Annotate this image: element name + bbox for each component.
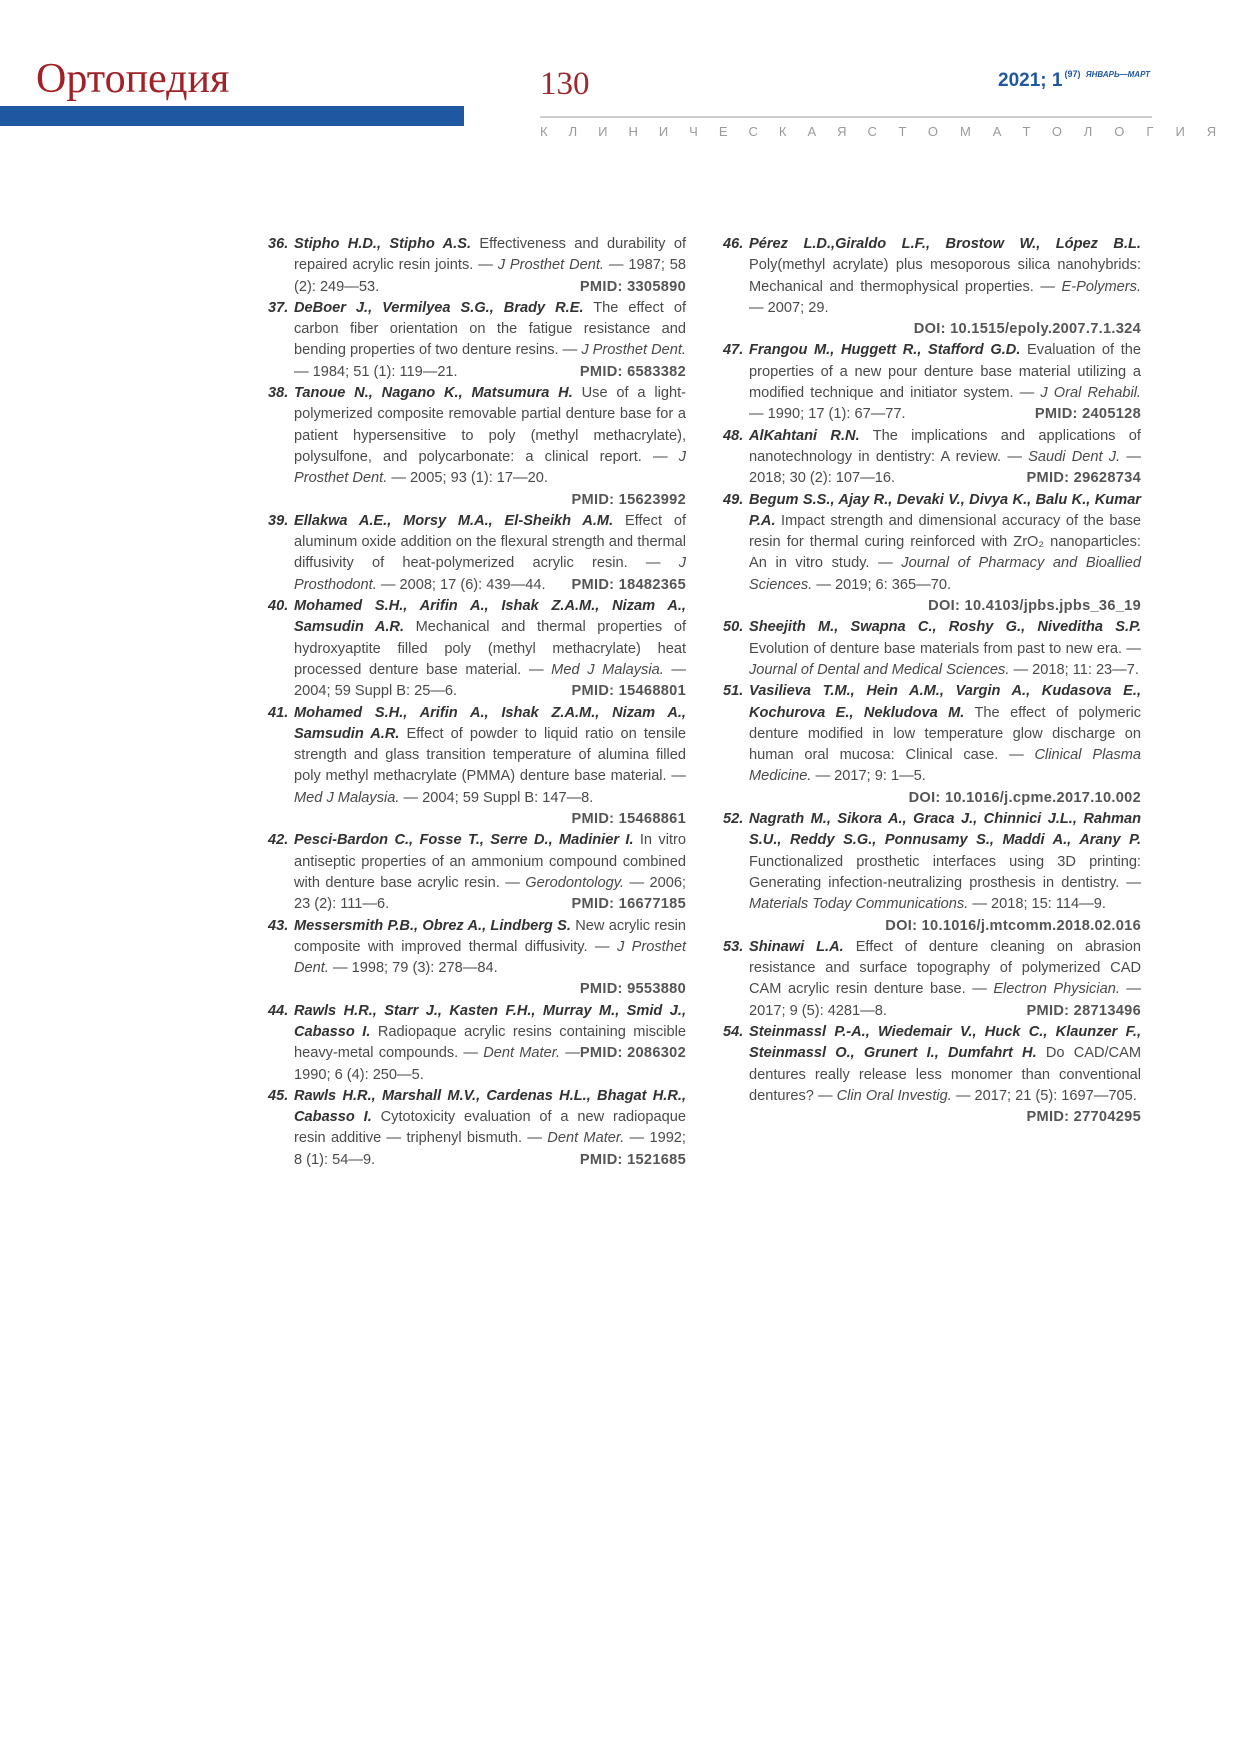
reference-identifier: PMID: 2086302 xyxy=(579,1045,686,1062)
reference-item xyxy=(723,426,1141,490)
reference-number: 42. xyxy=(268,832,289,849)
reference-details: — 2018; 30 (2): 107—16. xyxy=(749,448,1141,487)
reference-item xyxy=(268,234,686,298)
reference-item xyxy=(723,340,1141,425)
reference-number: 45. xyxy=(268,1087,289,1104)
reference-title: Effect of powder to liquid ratio on tensile strength and glass transition temperature of alumina filled poly methyl methacrylate (PMMA) denture base material. — xyxy=(294,725,686,785)
reference-journal: Med J Malaysia. xyxy=(294,789,400,806)
reference-details: — 2019; 6: 365—70. xyxy=(812,576,952,593)
reference-authors: Mohamed S.H., Arifin A., Ishak Z.A.M., Nizam A., Samsudin A.R. xyxy=(294,598,686,636)
reference-title: Effectiveness and durability of repaired acrylic resin joints. — xyxy=(294,236,686,274)
reference-details: — 2004; 59 Suppl B: 25—6. xyxy=(294,661,686,700)
reference-title: Cytotoxicity evaluation of a new radiopaque resin additive — triphenyl bismuth. — xyxy=(294,1109,687,1147)
reference-number: 52. xyxy=(723,811,744,828)
reference-item xyxy=(268,703,686,831)
reference-item xyxy=(723,809,1141,937)
reference-title: The effect of carbon fiber orientation on the fatigue resistance and bending properties of two denture resins. — xyxy=(294,299,686,359)
header-rule xyxy=(540,116,1152,118)
reference-identifier: PMID: 15468861 xyxy=(571,811,686,828)
reference-authors: Shinawi L.A. xyxy=(749,938,844,955)
reference-title: Evolution of denture base materials from past to new era. — xyxy=(749,640,1141,657)
reference-identifier: PMID: 15468801 xyxy=(571,683,686,700)
reference-journal: J Prosthet Dent. xyxy=(294,448,686,487)
reference-item xyxy=(268,298,686,383)
reference-identifier: PMID: 28713496 xyxy=(1026,1002,1141,1019)
reference-details: — 2017; 21 (5): 1697—705. xyxy=(951,1087,1137,1104)
reference-number: 37. xyxy=(268,299,289,316)
reference-number: 54. xyxy=(723,1023,744,1040)
journal-name xyxy=(540,124,1239,139)
reference-title: Radiopaque acrylic resins containing miscible heavy-metal compounds. — xyxy=(294,1023,687,1062)
reference-number: 51. xyxy=(723,683,744,700)
reference-identifier: PMID: 29628734 xyxy=(1026,470,1141,487)
reference-journal: J Prosthet Dent. xyxy=(581,342,686,359)
reference-journal: Dent Mater. xyxy=(547,1130,625,1147)
reference-details: — 1987; 58 (2): 249—53. xyxy=(294,257,687,295)
reference-title: New acrylic resin composite with improved thermal diffusivity. — xyxy=(294,917,686,955)
reference-details: — 1992; 8 (1): 54—9. xyxy=(294,1130,686,1168)
reference-details: — 2017; 9 (5): 4281—8. xyxy=(749,981,1142,1019)
issue-months: ЯНВАРЬ—МАРТ xyxy=(1085,70,1150,79)
journal-word-1: КЛИНИЧЕСКАЯ xyxy=(540,124,868,139)
reference-title: The implications and applications of nanotechnology in dentistry: A review. — xyxy=(749,427,1141,465)
reference-details: — 2005; 93 (1): 17—20. xyxy=(387,470,548,487)
page-number: 130 xyxy=(540,66,590,102)
issue-total: (97) xyxy=(1064,69,1081,79)
reference-journal: Clinical Plasma Medicine. xyxy=(749,747,1141,785)
issue-year: 2021; 1 xyxy=(998,70,1063,91)
reference-number: 48. xyxy=(723,427,744,444)
reference-identifier: PMID: 2405128 xyxy=(1034,406,1141,423)
reference-number: 43. xyxy=(268,917,289,934)
reference-journal: Gerodontology. xyxy=(525,874,625,891)
reference-identifier: PMID: 15623992 xyxy=(571,491,686,508)
reference-details: — 2018; 15: 114—9. xyxy=(968,896,1106,913)
reference-details: — 1990; 6 (4): 250—5. xyxy=(294,1045,580,1083)
reference-item xyxy=(723,937,1141,1022)
reference-journal: Clin Oral Investig. xyxy=(836,1087,952,1104)
reference-journal: Electron Physician. xyxy=(993,981,1120,998)
issue-info xyxy=(998,70,1150,90)
reference-authors: Steinmassl P.-A., Wiedemair V., Huck C., Klaunzer F., Steinmassl O., Grunert I., Dumfahrt H. xyxy=(749,1023,1141,1062)
reference-authors: Rawls H.R., Starr J., Kasten F.H., Murray M., Smid J., Cabasso I. xyxy=(294,1002,686,1040)
reference-authors: Mohamed S.H., Arifin A., Ishak Z.A.M., Nizam A., Samsudin A.R. xyxy=(294,704,686,742)
reference-journal: J Prosthet Dent. xyxy=(497,257,604,274)
reference-title: The effect of polymeric denture modified in low temperature glow discharge on human oral mucosa: Clinical case. — xyxy=(749,704,1141,764)
reference-item xyxy=(723,617,1141,681)
reference-title: Functionalized prosthetic interfaces using 3D printing: Generating infection-neutralizing prosthesis in dentistry. — xyxy=(749,853,1141,891)
reference-item xyxy=(723,681,1141,809)
reference-identifier: PMID: 9553880 xyxy=(579,981,686,998)
section-color-bar xyxy=(0,106,464,126)
reference-journal: E-Polymers. xyxy=(1061,278,1141,295)
reference-details: — 2006; 23 (2): 111—6. xyxy=(294,874,686,913)
references-left-column xyxy=(268,234,686,1171)
reference-item xyxy=(268,383,686,511)
reference-item xyxy=(723,234,1141,340)
reference-identifier: DOI: 10.1016/j.cpme.2017.10.002 xyxy=(908,789,1141,806)
reference-details: — 2008; 17 (6): 439—44. xyxy=(376,576,546,593)
reference-identifier: PMID: 1521685 xyxy=(579,1151,686,1168)
reference-journal: J Oral Rehabil. xyxy=(1040,385,1141,402)
reference-journal: J Prosthodont. xyxy=(294,555,686,593)
reference-identifier: PMID: 16677185 xyxy=(571,896,686,913)
reference-item xyxy=(723,490,1141,618)
reference-journal: Journal of Dental and Medical Sciences. xyxy=(749,661,1010,678)
reference-number: 44. xyxy=(268,1002,289,1019)
reference-authors: Ellakwa A.E., Morsy M.A., El-Sheikh A.M. xyxy=(294,512,614,529)
reference-authors: Begum S.S., Ajay R., Devaki V., Divya K., Balu K., Kumar P.A. xyxy=(749,491,1141,529)
reference-identifier: DOI: 10.1016/j.mtcomm.2018.02.016 xyxy=(885,917,1141,934)
reference-title: In vitro antiseptic properties of an ammonium compound combined with denture base acrylic resin. — xyxy=(294,832,686,891)
reference-journal: Med J Malaysia. xyxy=(551,661,664,678)
reference-identifier: DOI: 10.4103/jpbs.jpbs_36_19 xyxy=(928,598,1141,615)
reference-number: 49. xyxy=(723,491,744,508)
reference-authors: Pesci-Bardon C., Fosse T., Serre D., Madinier I. xyxy=(294,832,634,849)
reference-number: 47. xyxy=(723,342,744,359)
reference-number: 38. xyxy=(268,385,289,402)
reference-authors: Pérez L.D.,Giraldo L.F., Brostow W., López B.L. xyxy=(749,236,1141,252)
reference-authors: Tanoue N., Nagano K., Matsumura H. xyxy=(294,385,573,402)
reference-details: — 2018; 11: 23—7. xyxy=(1009,661,1139,678)
reference-details: — 1990; 17 (1): 67—77. xyxy=(749,406,906,423)
reference-number: 40. xyxy=(268,598,289,615)
reference-number: 53. xyxy=(723,938,744,955)
reference-identifier: PMID: 27704295 xyxy=(1026,1109,1141,1126)
reference-number: 39. xyxy=(268,512,289,529)
reference-details: — 1998; 79 (3): 278—84. xyxy=(328,960,498,977)
reference-title: Do CAD/CAM dentures really release less monomer than conventional dentures? — xyxy=(749,1045,1141,1104)
reference-authors: Messersmith P.B., Obrez A., Lindberg S. xyxy=(294,917,571,934)
reference-title: Mechanical and thermal properties of hydroxyaptite filled poly (methyl methacrylate) heat processed denture base material. — xyxy=(294,619,686,678)
reference-number: 46. xyxy=(723,236,744,252)
reference-authors: Vasilieva T.M., Hein A.M., Vargin A., Kudasova E., Kochurova E., Nekludova M. xyxy=(749,683,1141,721)
reference-title: Effect of aluminum oxide addition on the flexural strength and thermal diffusivity of heat-polymerized acrylic resin. — xyxy=(294,512,686,572)
reference-number: 41. xyxy=(268,704,289,721)
reference-title: Use of a light-polymerized composite removable partial denture base for a patient hypersensitive to poly (methyl methacrylate), polysulfone, and polycarbonate: a clinical report. — xyxy=(294,385,686,465)
reference-item xyxy=(723,1022,1141,1128)
reference-authors: Frangou M., Huggett R., Stafford G.D. xyxy=(749,342,1021,359)
reference-authors: Sheejith M., Swapna C., Roshy G., Niveditha S.P. xyxy=(749,619,1141,636)
reference-number: 36. xyxy=(268,236,289,252)
reference-journal: Journal of Pharmacy and Bioallied Sciences. xyxy=(749,555,1141,593)
reference-authors: Rawls H.R., Marshall M.V., Cardenas H.L., Bhagat H.R., Cabasso I. xyxy=(294,1087,686,1126)
reference-title: Effect of denture cleaning on abrasion resistance and surface topography of polymerized CAD CAM acrylic resin denture base. — xyxy=(749,938,1141,998)
reference-authors: AlKahtani R.N. xyxy=(749,427,860,444)
reference-details: — 2017; 9: 1—5. xyxy=(811,768,926,785)
reference-authors: Nagrath M., Sikora A., Graca J., Chinnici J.L., Rahman S.U., Reddy S.G., Ponnusamy S., Maddi A., Arany P. xyxy=(749,811,1141,849)
reference-identifier: PMID: 6583382 xyxy=(579,363,686,380)
reference-details: — 2004; 59 Suppl B: 147—8. xyxy=(399,789,594,806)
reference-item xyxy=(268,916,686,1001)
journal-word-2: СТОМАТОЛОГИЯ xyxy=(867,124,1239,139)
reference-item xyxy=(268,511,686,596)
reference-details: — 2007; 29. xyxy=(749,299,829,316)
reference-item xyxy=(268,830,686,915)
reference-title: Impact strength and dimensional accuracy of the base resin for thermal curing reinforced with ZrO₂ nanoparticles: An in vitro study. — xyxy=(749,512,1141,572)
reference-item xyxy=(268,1086,686,1171)
reference-identifier: PMID: 18482365 xyxy=(571,576,686,593)
references-right-column xyxy=(723,234,1141,1128)
reference-authors: DeBoer J., Vermilyea S.G., Brady R.E. xyxy=(294,299,584,316)
reference-journal: Dent Mater. xyxy=(483,1045,561,1062)
reference-journal: Saudi Dent J. xyxy=(1028,448,1121,465)
reference-authors: Stipho H.D., Stipho A.S. xyxy=(294,236,472,252)
reference-number: 50. xyxy=(723,619,744,636)
reference-identifier: PMID: 3305890 xyxy=(579,278,686,295)
reference-journal: J Prosthet Dent. xyxy=(294,938,686,977)
reference-journal: Materials Today Communications. xyxy=(749,896,969,913)
section-title: Ортопедия xyxy=(36,56,230,102)
reference-identifier: DOI: 10.1515/epoly.2007.7.1.324 xyxy=(913,321,1141,338)
reference-item xyxy=(268,596,686,702)
reference-details: — 1984; 51 (1): 119—21. xyxy=(294,363,458,380)
reference-item xyxy=(268,1001,686,1086)
reference-title: Evaluation of the properties of a new pour denture base material utilizing a modified technique and initiator system. — xyxy=(749,342,1141,402)
reference-title: Poly(methyl acrylate) plus mesoporous silica nanohybrids: Mechanical and thermophysical properties. — xyxy=(749,257,1141,295)
